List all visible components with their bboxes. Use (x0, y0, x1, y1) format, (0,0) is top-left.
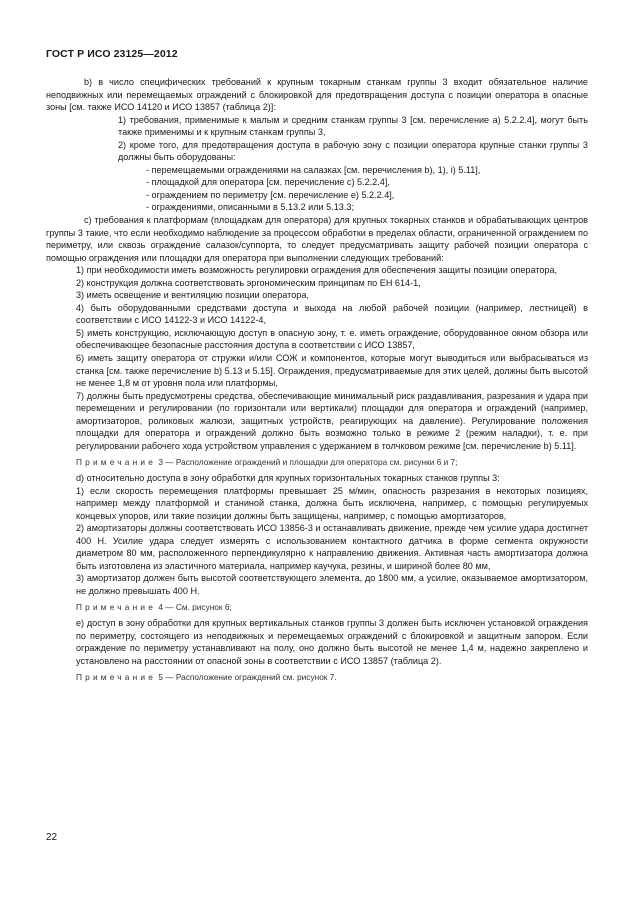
note-5 (46, 671, 588, 684)
item-b-2-b: - площадкой для оператора [см. перечисление с) 5.2.2.4], (146, 177, 390, 188)
item-c-4: 4) быть оборудованными средствами доступа и выхода на любой рабочей позиции (например, лестницей) в соответствии с ИСО 14122-3 и ИСО 14122-4, (76, 302, 588, 326)
note-label: Примечание (76, 672, 157, 683)
item-b: b) в число специфических требований к крупным токарным станкам группы 3 входит обязательное наличие неподвижных или перемещаемых ограждений с блокировкой для предотвращения доступа с позиции оператора в опасные зоны [см. также ИСО 14120 и ИСО 13857 (таблица 2)]: (46, 77, 588, 113)
note-label: Примечание (76, 602, 157, 613)
note-text: 4 — См. рисунок 6; (158, 602, 232, 613)
note-3 (46, 456, 588, 469)
note-label: Примечание (76, 457, 157, 468)
item-b-1: 1) требования, применимые к малым и средним станкам группы 3 [см. перечисление а) 5.2.2.4], могут быть также применимы и к крупным станкам группы 3, (118, 114, 588, 138)
document-header: ГОСТ Р ИСО 23125—2012 (46, 48, 178, 60)
item-b-2: 2) кроме того, для предотвращения доступа в рабочую зону с позиции оператора крупные станки группы 3 должны быть оборудованы: (118, 139, 588, 163)
item-b-2-c: - ограждением по периметру [см. перечисление е) 5.2.2.4], (146, 189, 395, 200)
note-text: 3 — Расположение ограждений и площадки для оператора см. рисунки 6 и 7; (158, 457, 458, 468)
item-d-3: 3) амортизатор должен быть высотой соответствующего элемента, до 1800 мм, а усилие, оказываемое амортизатором, не должно превышать 400 Н. (76, 573, 588, 596)
item-c-2: 2) конструкция должна соответствовать эргономическим принципам по ЕН 614-1, (76, 277, 421, 288)
item-c-7: 7) должны быть предусмотрены средства, обеспечивающие минимальный риск раздавливания, разрезания и удара при перемещении и регулировании (по горизонтали или вертикали) площадки для оператора и ограждений (например, амортизаторов, роликовых жалюзи, защитных устройств, реагирующих на давление). Регулирование положения площадки для оператора и ограждений должно быть возможно только в режиме 2 (режим наладки), т. е. при регулировании рабочего хода устройством управления с удержанием в толчковом режиме [см. перечисление b) 5.11]. (76, 390, 588, 451)
item-c-3: 3) иметь освещение и вентиляцию позиции оператора, (76, 290, 309, 301)
item-d: d) относительно доступа в зону обработки для крупных горизонтальных токарных станков группы 3: (76, 472, 500, 483)
page-number: 22 (46, 832, 58, 843)
item-b-2-a: - перемещаемыми ограждениями на салазках [см. перечисления b), 1), i) 5.11], (146, 164, 481, 175)
item-c-6: 6) иметь защиту оператора от стружки и/или СОЖ и компонентов, которые могут выводиться или выбрасываться из станка [см. также перечисление b) 5.13 и 5.15]. Ограждения, предусматриваемые для этих целей, должны быть высотой не менее 1,8 м от уровня пола или платформы, (76, 353, 588, 389)
item-b-2-d: - ограждениями, описанными в 5.13.2 или 5.13.3; (146, 202, 354, 213)
document-body (46, 76, 588, 687)
item-e: е) доступ в зону обработки для крупных вертикальных станков группы 3 должен быть исключен установкой ограждения по периметру, состоящего из неподвижных и перемещаемых ограждений с блокировкой и защитным запором. Если ограждение по периметру устанавливают на полу, оно должно быть высотой не менее 1,4 м, надежно закреплено и установлено на расстоянии от опасной зоны в соответствии с ИСО 13857 (таблица 2). (76, 617, 588, 666)
item-c: с) требования к платформам (площадкам для оператора) для крупных токарных станков и обрабатывающих центров группы 3 такие, что если необходимо наблюдение за процессом обработки в пределах области, ограниченной ограждением по периметру, или сквозь ограждение салазок/суппорта, то следует предусматривать защиту рабочей позиции оператора с помощью ограждения или площадки для оператора при выполнении следующих требований: (46, 215, 588, 263)
item-c-5: 5) иметь конструкцию, исключающую доступ в опасную зону, т. е. иметь ограждение, оборудованное окном обзора или обеспечивающее безопасные расстояния доступа в соответствии с ИСО 13857, (76, 327, 588, 351)
item-d-2: 2) амортизаторы должны соответствовать ИСО 13856-3 и останавливать движение, прежде чем усилие удара достигнет 400 Н. Усилие удара следует измерять с использованием контактного датчика в форме сегмента окружности диаметром 80 мм, расположенного перпендикулярно к направлению движения. Активная часть амортизатора должна быть изготовлена из эластичного материала, например каучука, резины, и шириной более 80 мм, (76, 523, 588, 571)
note-text: 5 — Расположение ограждений см. рисунок 7. (158, 672, 337, 683)
item-c-1: 1) при необходимости иметь возможность регулировки ограждения для обеспечения защиты позиции оператора, (76, 265, 558, 276)
note-4 (46, 601, 588, 614)
item-d-1: 1) если скорость перемещения платформы превышает 25 м/мин, опасность разрезания в некоторых позициях, например между платформой и станиной станка, должна быть исключена, например, с помощью регулируемых концевых упоров, или такие позиции должны быть защищены, например, с помощью амортизаторов, (76, 485, 588, 521)
